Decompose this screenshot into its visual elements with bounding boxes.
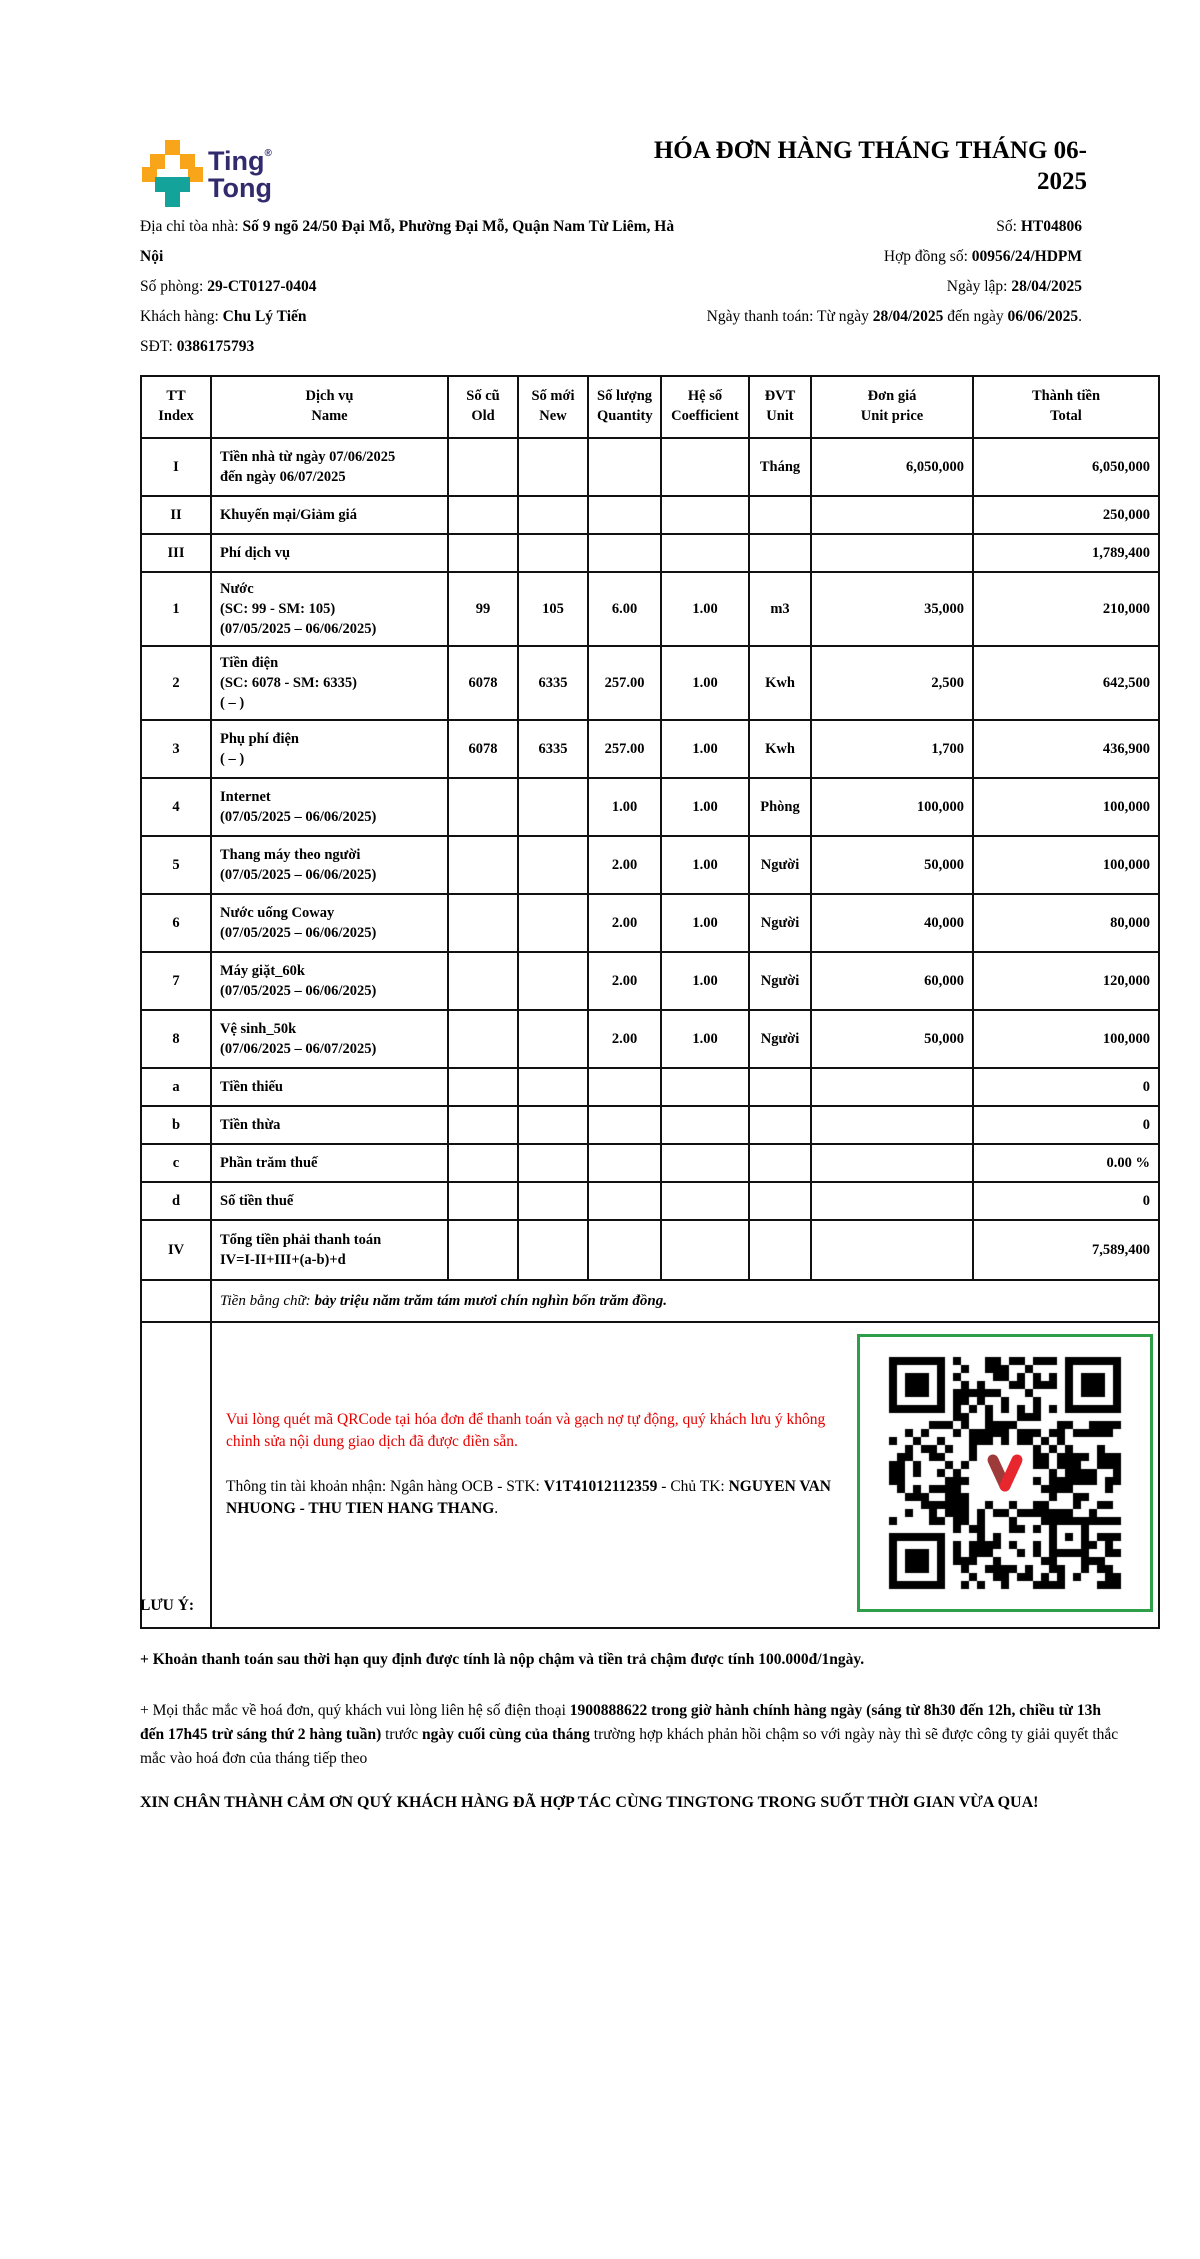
cell-old-reading [448, 496, 518, 534]
cell-index: IV [141, 1220, 211, 1280]
cell-unit-price: 50,000 [811, 1010, 973, 1068]
registered-mark: ® [264, 148, 272, 159]
cell-unit-price: 6,050,000 [811, 438, 973, 496]
cell-unit-price: 100,000 [811, 778, 973, 836]
customer-phone: SĐT: 0386175793 [140, 338, 255, 355]
cell-index: 4 [141, 778, 211, 836]
cell-new-reading [518, 952, 588, 1010]
cell-coefficient [661, 1068, 749, 1106]
cell-total: 1,789,400 [973, 534, 1159, 572]
contract-number: Hợp đồng số: 00956/24/HDPM [883, 248, 1082, 265]
cell-quantity: 6.00 [588, 572, 661, 646]
cell-unit-price: 50,000 [811, 836, 973, 894]
brand-line2: Tong [208, 173, 272, 203]
cell-index: b [141, 1106, 211, 1144]
cell-old-reading [448, 778, 518, 836]
cell-unit [749, 1068, 811, 1106]
table-row [141, 646, 1159, 720]
cell-old-reading: 6078 [448, 720, 518, 778]
cell-quantity: 2.00 [588, 894, 661, 952]
cell-coefficient: 1.00 [661, 720, 749, 778]
cell-coefficient: 1.00 [661, 646, 749, 720]
cell-unit: Tháng [749, 438, 811, 496]
qr-row [141, 1322, 1159, 1628]
cell-old-reading: 6078 [448, 646, 518, 720]
cell-new-reading [518, 496, 588, 534]
cell-index: I [141, 438, 211, 496]
cell-unit [749, 1182, 811, 1220]
cell-service-name: Vệ sinh_50k (07/06/2025 – 06/07/2025) [211, 1010, 448, 1068]
cell-service-name: Tiền nhà từ ngày 07/06/2025 đến ngày 06/07/2025 [211, 438, 448, 496]
cell-unit: Người [749, 1010, 811, 1068]
cell-quantity [588, 534, 661, 572]
cell-index: 6 [141, 894, 211, 952]
cell-old-reading [448, 438, 518, 496]
table-header-row [141, 376, 1159, 438]
cell-old-reading [448, 1220, 518, 1280]
cell-service-name: Tiền điện (SC: 6078 - SM: 6335) ( – ) [211, 646, 448, 720]
invoice-info-right [522, 212, 1082, 332]
cell-index: a [141, 1068, 211, 1106]
cell-unit-price [811, 1068, 973, 1106]
cell-quantity: 1.00 [588, 778, 661, 836]
cell-old-reading [448, 894, 518, 952]
cell-unit-price [811, 496, 973, 534]
cell-quantity: 2.00 [588, 952, 661, 1010]
cell-new-reading [518, 1010, 588, 1068]
cell-service-name: Internet (07/05/2025 – 06/06/2025) [211, 778, 448, 836]
cell-unit-price [811, 1220, 973, 1280]
cell-new-reading [518, 1106, 588, 1144]
cell-unit [749, 1144, 811, 1182]
brand-wordmark [208, 140, 272, 202]
cell-total: 6,050,000 [973, 438, 1159, 496]
cell-unit-price [811, 1144, 973, 1182]
cell-service-name: Phần trăm thuế [211, 1144, 448, 1182]
col-header-coefficient: Hệ số Coefficient [661, 376, 749, 438]
cell-service-name: Khuyến mại/Giảm giá [211, 496, 448, 534]
cell-new-reading [518, 778, 588, 836]
cell-new-reading [518, 894, 588, 952]
table-row [141, 778, 1159, 836]
cell-unit: Người [749, 894, 811, 952]
cell-coefficient [661, 1144, 749, 1182]
table-row [141, 1106, 1159, 1144]
cell-unit: m3 [749, 572, 811, 646]
table-row [141, 1144, 1159, 1182]
page-title: HÓA ĐƠN HÀNG THÁNG THÁNG 06-2025 [653, 137, 1087, 195]
cell-total: 100,000 [973, 1010, 1159, 1068]
cell-index: 5 [141, 836, 211, 894]
bank-account-info: Thông tin tài khoản nhận: Ngân hàng OCB - STK: V1T41012112359 - Chủ TK: NGUYEN VAN NHUONG - THU TIEN HANG THANG. [226, 1477, 831, 1518]
table-row [141, 572, 1159, 646]
cell-index: 2 [141, 646, 211, 720]
table-row [141, 952, 1159, 1010]
brand-line1: Ting [208, 146, 265, 176]
cell-unit [749, 1220, 811, 1280]
cell-old-reading [448, 534, 518, 572]
cell-unit-price: 35,000 [811, 572, 973, 646]
cell-total: 100,000 [973, 836, 1159, 894]
cell-quantity: 257.00 [588, 646, 661, 720]
cell-service-name: Phụ phí điện ( – ) [211, 720, 448, 778]
cell-unit: Phòng [749, 778, 811, 836]
cell-total: 0 [973, 1182, 1159, 1220]
cell-unit-price [811, 1182, 973, 1220]
cell-old-reading [448, 836, 518, 894]
col-header-quantity: Số lượng Quantity [588, 376, 661, 438]
cell-quantity [588, 1144, 661, 1182]
cell-service-name: Tiền thiếu [211, 1068, 448, 1106]
table-row [141, 534, 1159, 572]
cell-service-name: Thang máy theo người (07/05/2025 – 06/06/2025) [211, 836, 448, 894]
cell-coefficient: 1.00 [661, 952, 749, 1010]
cell-unit: Kwh [749, 720, 811, 778]
cell-unit-price: 60,000 [811, 952, 973, 1010]
cell-unit-price: 40,000 [811, 894, 973, 952]
qr-warning-text: Vui lòng quét mã QRCode tại hóa đơn để thanh toán và gạch nợ tự động, quý khách lưu ý không chỉnh sửa nội dung giao dịch đã được điền sẵn. [226, 1411, 826, 1451]
cell-old-reading [448, 1144, 518, 1182]
payment-instructions-cell [211, 1322, 1159, 1628]
cell-coefficient [661, 534, 749, 572]
cell-coefficient [661, 1106, 749, 1144]
cell-coefficient: 1.00 [661, 836, 749, 894]
table-row [141, 496, 1159, 534]
cell-old-reading: 99 [448, 572, 518, 646]
cell-coefficient [661, 438, 749, 496]
cell-new-reading: 6335 [518, 720, 588, 778]
cell-unit: Người [749, 952, 811, 1010]
cell-quantity [588, 1220, 661, 1280]
cell-unit [749, 496, 811, 534]
cell-service-name: Phí dịch vụ [211, 534, 448, 572]
cell-total: 642,500 [973, 646, 1159, 720]
late-payment-note: + Khoản thanh toán sau thời hạn quy định được tính là nộp chậm và tiền trả chậm được tính 100.000đ/1ngày. [140, 1651, 865, 1669]
table-row [141, 1010, 1159, 1068]
cell-service-name: Nước (SC: 99 - SM: 105) (07/05/2025 – 06/06/2025) [211, 572, 448, 646]
cell-unit: Người [749, 836, 811, 894]
cell-unit-price [811, 1106, 973, 1144]
cell-index: 8 [141, 1010, 211, 1068]
payment-instructions [226, 1409, 851, 1521]
cell-index: III [141, 534, 211, 572]
cell-old-reading [448, 1106, 518, 1144]
table-row [141, 1182, 1159, 1220]
table-row [141, 1068, 1159, 1106]
cell-new-reading: 6335 [518, 646, 588, 720]
cell-quantity: 2.00 [588, 836, 661, 894]
cell-coefficient: 1.00 [661, 894, 749, 952]
cell-total: 80,000 [973, 894, 1159, 952]
cell-service-name: Máy giặt_60k (07/05/2025 – 06/06/2025) [211, 952, 448, 1010]
cell-unit [749, 1106, 811, 1144]
cell-old-reading [448, 1182, 518, 1220]
cell-new-reading [518, 1220, 588, 1280]
cell-total: 100,000 [973, 778, 1159, 836]
empty-cell [141, 1280, 211, 1322]
table-row [141, 720, 1159, 778]
cell-quantity [588, 496, 661, 534]
cell-unit [749, 534, 811, 572]
payment-period: Ngày thanh toán: Từ ngày 28/04/2025 đến ngày 06/06/2025. [706, 308, 1082, 325]
cell-coefficient [661, 1182, 749, 1220]
cell-index: II [141, 496, 211, 534]
col-header-index: TT Index [141, 376, 211, 438]
cell-quantity [588, 438, 661, 496]
footer-notes [140, 1594, 1125, 1816]
cell-quantity [588, 1182, 661, 1220]
cell-coefficient: 1.00 [661, 1010, 749, 1068]
cell-unit-price [811, 534, 973, 572]
cell-new-reading [518, 1144, 588, 1182]
cell-new-reading [518, 836, 588, 894]
table-row [141, 894, 1159, 952]
cell-total: 0 [973, 1106, 1159, 1144]
notice-heading: LƯU Ý: [140, 1597, 195, 1614]
table-row [141, 438, 1159, 496]
cell-quantity [588, 1068, 661, 1106]
vietqr-v-icon [979, 1447, 1031, 1499]
cell-total: 0.00 % [973, 1144, 1159, 1182]
col-header-unit: ĐVT Unit [749, 376, 811, 438]
room-number: Số phòng: 29-CT0127-0404 [140, 278, 317, 295]
charges-table [140, 375, 1160, 1629]
cell-index: d [141, 1182, 211, 1220]
table-row [141, 1220, 1159, 1280]
cell-index: 3 [141, 720, 211, 778]
cell-new-reading: 105 [518, 572, 588, 646]
cell-new-reading [518, 438, 588, 496]
cell-coefficient: 1.00 [661, 572, 749, 646]
cell-index: c [141, 1144, 211, 1182]
cell-total: 0 [973, 1068, 1159, 1106]
issue-date: Ngày lập: 28/04/2025 [946, 278, 1082, 295]
thank-you-message: XIN CHÂN THÀNH CẢM ƠN QUÝ KHÁCH HÀNG ĐÃ HỢP TÁC CÙNG TINGTONG TRONG SUỐT THỜI GIAN VỪA QUA! [140, 1794, 1039, 1812]
col-header-old: Số cũ Old [448, 376, 518, 438]
cell-service-name: Tiền thừa [211, 1106, 448, 1144]
col-header-name: Dịch vụ Name [211, 376, 448, 438]
cell-new-reading [518, 1182, 588, 1220]
cell-index: 7 [141, 952, 211, 1010]
col-header-unit-price: Đơn giá Unit price [811, 376, 973, 438]
hotline-note: + Mọi thắc mắc về hoá đơn, quý khách vui lòng liên hệ số điện thoại 1900888622 trong giờ hành chính hàng ngày (sáng từ 8h30 đến 12h, chiều từ 13h đến 17h45 trừ sáng thứ 2 hàng tuần) trước ngày cuối cùng của tháng trường hợp khách phản hồi chậm so với ngày này thì sẽ được công ty giải quyết thắc mắc vào hoá đơn của tháng tiếp theo [140, 1702, 1119, 1768]
amount-in-words: Tiền bằng chữ: bảy triệu năm trăm tám mươi chín nghìn bốn trăm đồng. [211, 1280, 1159, 1322]
cell-old-reading [448, 1010, 518, 1068]
payment-qr-code [857, 1334, 1153, 1612]
cell-service-name: Tổng tiền phải thanh toán IV=I-II+III+(a-b)+d [211, 1220, 448, 1280]
cell-quantity: 257.00 [588, 720, 661, 778]
cell-old-reading [448, 952, 518, 1010]
amount-in-words-row [141, 1280, 1159, 1322]
cell-unit-price: 1,700 [811, 720, 973, 778]
cell-total: 7,589,400 [973, 1220, 1159, 1280]
cell-service-name: Nước uống Coway (07/05/2025 – 06/06/2025) [211, 894, 448, 952]
cell-total: 120,000 [973, 952, 1159, 1010]
cell-old-reading [448, 1068, 518, 1106]
cell-unit-price: 2,500 [811, 646, 973, 720]
table-row [141, 836, 1159, 894]
cell-total: 210,000 [973, 572, 1159, 646]
cell-quantity [588, 1106, 661, 1144]
cell-new-reading [518, 534, 588, 572]
cell-unit: Kwh [749, 646, 811, 720]
cell-total: 250,000 [973, 496, 1159, 534]
cell-service-name: Số tiền thuế [211, 1182, 448, 1220]
cell-total: 436,900 [973, 720, 1159, 778]
cell-quantity: 2.00 [588, 1010, 661, 1068]
cell-index: 1 [141, 572, 211, 646]
cell-coefficient: 1.00 [661, 778, 749, 836]
col-header-total: Thành tiền Total [973, 376, 1159, 438]
empty-cell [141, 1322, 211, 1628]
building-address: Địa chỉ tòa nhà: Số 9 ngõ 24/50 Đại Mỗ, Phường Đại Mỗ, Quận Nam Từ Liêm, Hà Nội [140, 218, 675, 265]
cell-new-reading [518, 1068, 588, 1106]
customer-name: Khách hàng: Chu Lý Tiến [140, 308, 307, 325]
cell-coefficient [661, 496, 749, 534]
col-header-new: Số mới New [518, 376, 588, 438]
cell-coefficient [661, 1220, 749, 1280]
invoice-number: Số: HT04806 [996, 218, 1082, 235]
